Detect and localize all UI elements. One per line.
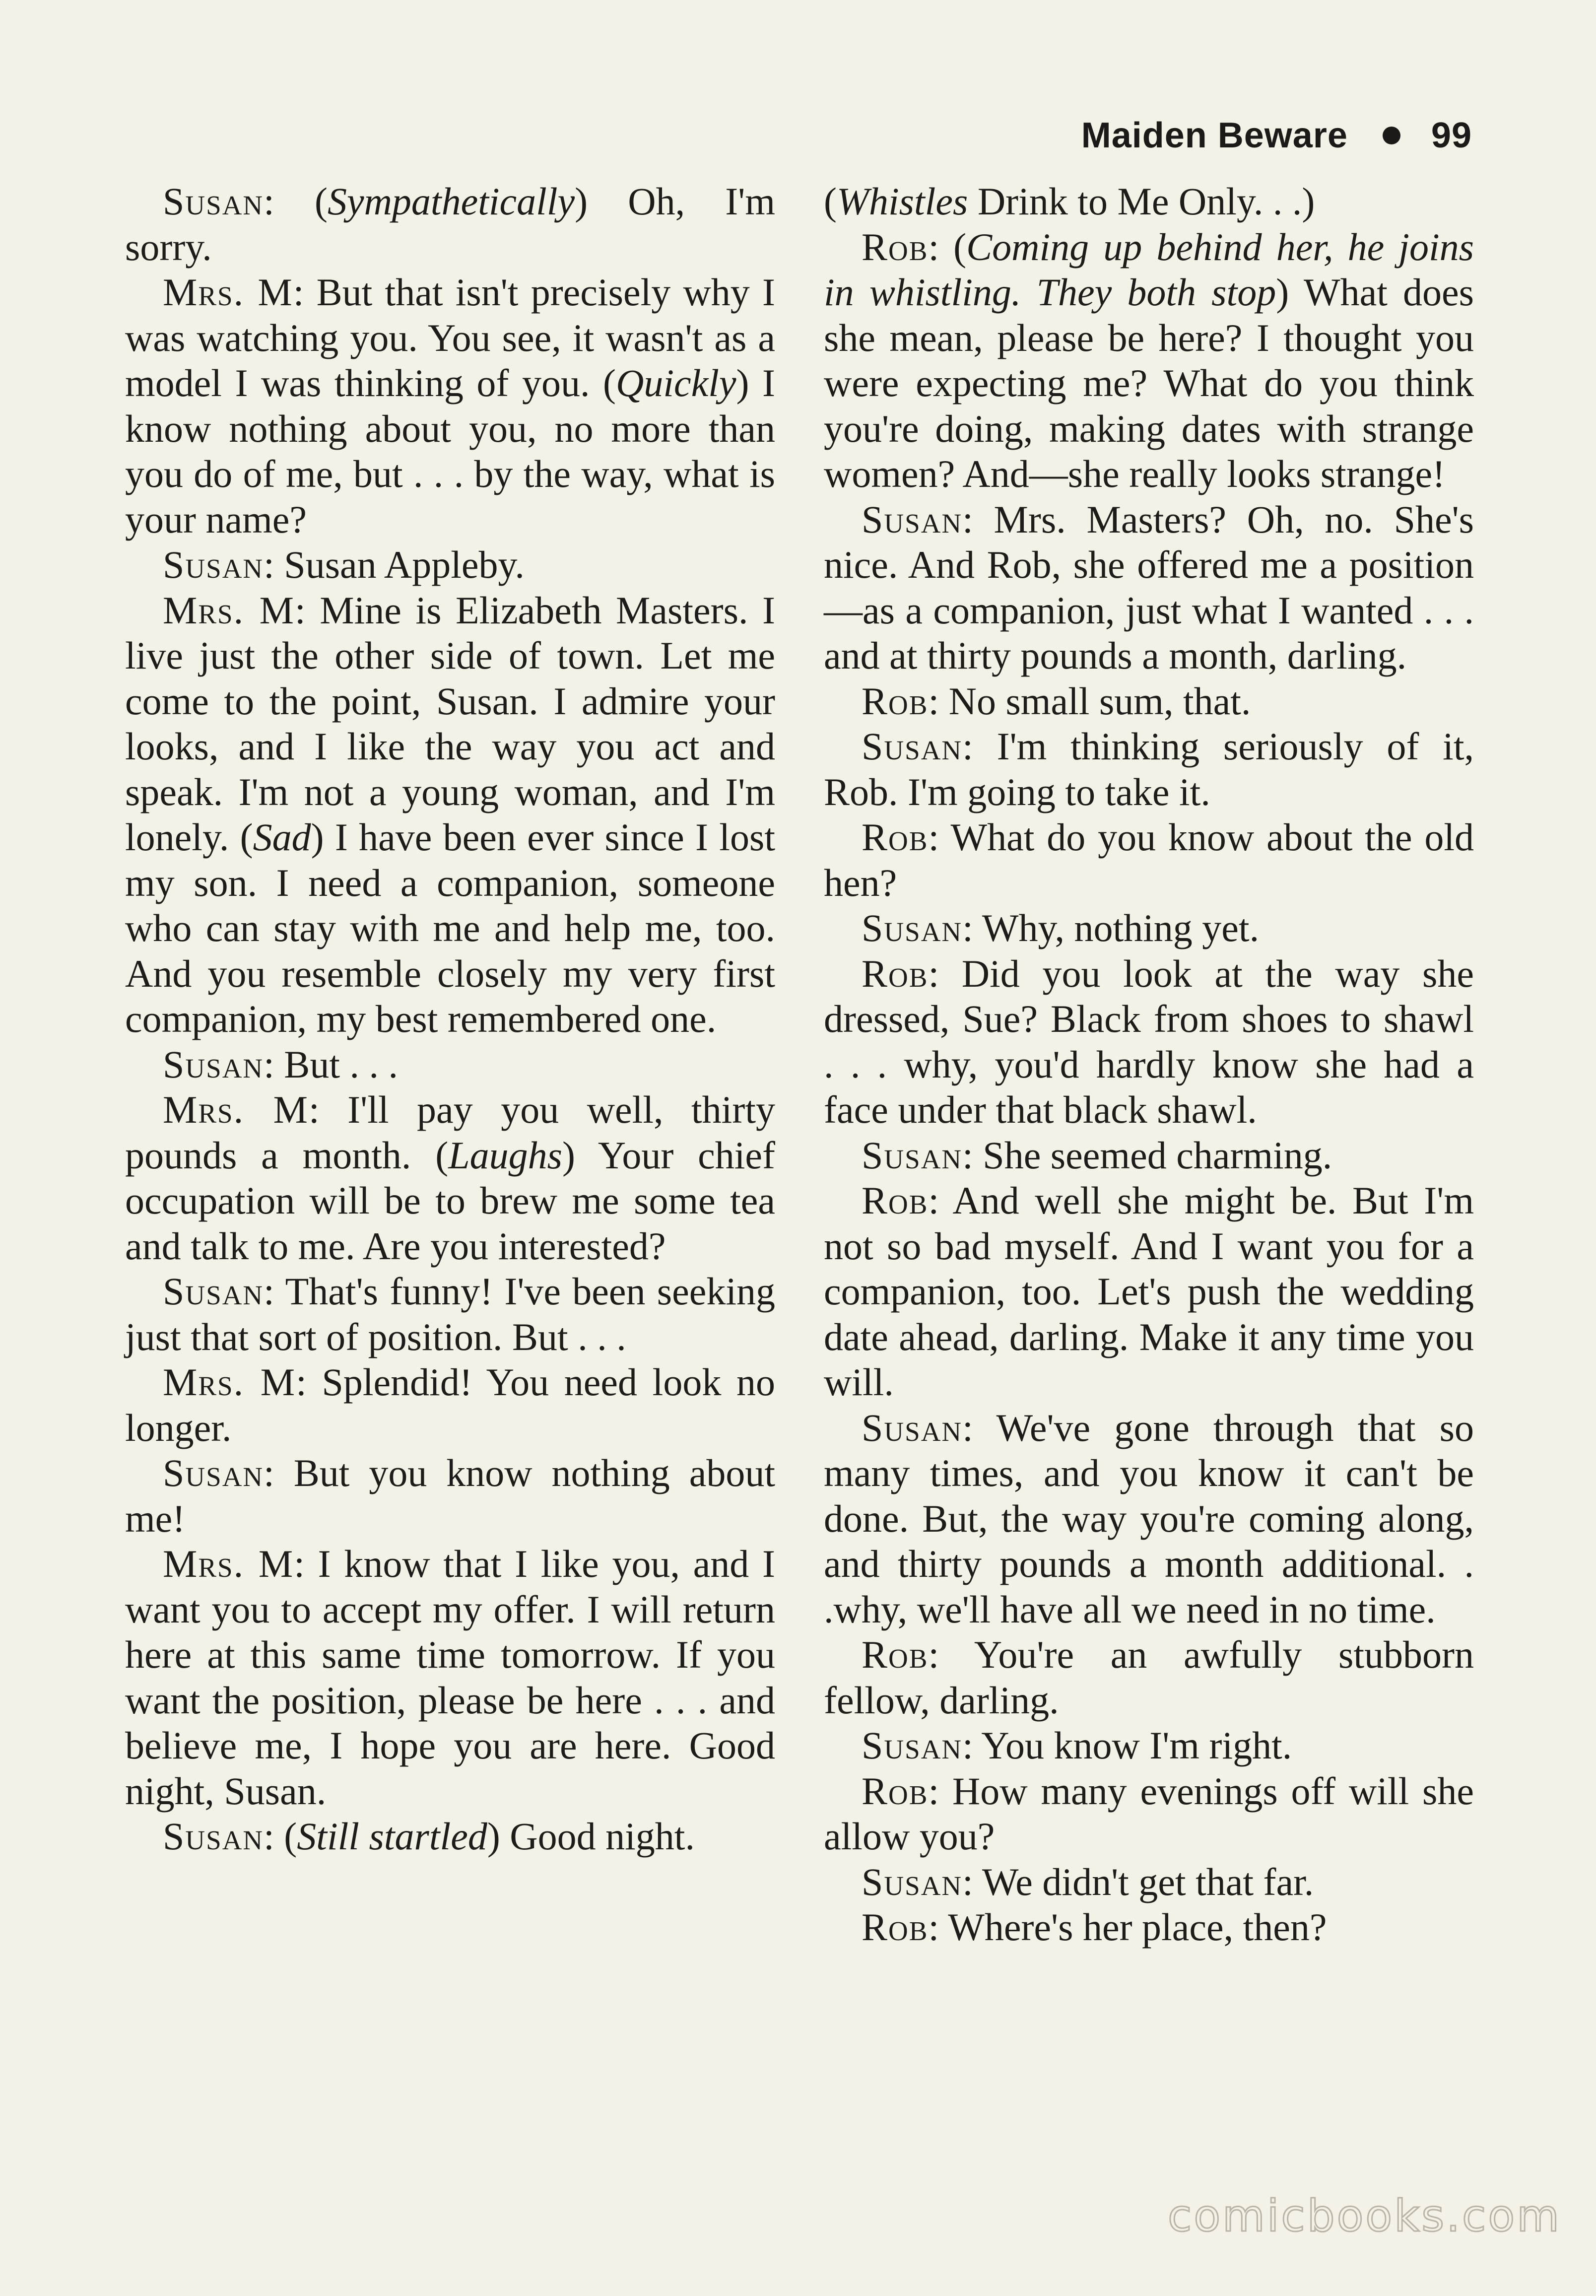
dialogue-paragraph (125, 588, 775, 1042)
dialogue-paragraph (824, 1768, 1474, 1859)
dialogue-text: : I know that I like you, and I want you to accept my offer. I will return here at this same time tomorrow. If you want the position, please be here . . . and believe me, I hope you are here. Good night, Susan. (125, 1542, 776, 1813)
dialogue-text: : Susan Appleby. (264, 543, 525, 586)
speaker-name: Rob (862, 951, 929, 995)
speaker-name: Mrs. M (163, 1542, 294, 1585)
dialogue-text: : But . . . (264, 1042, 399, 1086)
speaker-name: Susan (862, 1724, 963, 1767)
speaker-name: Susan (163, 180, 264, 223)
speaker-name: Mrs. M (163, 1088, 309, 1131)
dialogue-text: ) Oh, I'm sorry. (125, 180, 775, 269)
dialogue-text: ) What does she mean, please be here? I thought you were expecting me? What do you think you're doing, making dates with strange women? And—she really looks strange! (824, 270, 1474, 495)
dialogue-paragraph (824, 1859, 1474, 1905)
dialogue-text: : What do you know about the old hen? (824, 815, 1474, 904)
dialogue-text: : And well she might be. But I'm not so bad myself. And I want you for a companion, too. Let's push the wedding date ahead, darling. Make it any time you will. (824, 1179, 1474, 1404)
dialogue-text: : How many evenings off will she allow you? (824, 1769, 1474, 1858)
dialogue-text: ( (824, 180, 837, 223)
speaker-name: Susan (862, 725, 963, 768)
dialogue-paragraph (824, 1133, 1474, 1178)
speaker-name: Susan (163, 1815, 264, 1858)
dialogue-text: : ( (264, 1815, 297, 1858)
dialogue-paragraph (125, 1814, 775, 1859)
dialogue-paragraph (824, 1632, 1474, 1723)
speaker-name: Rob (862, 1633, 929, 1676)
speaker-name: Rob (862, 1905, 929, 1949)
dialogue-text: : She seemed charming. (962, 1133, 1332, 1177)
dialogue-text: : Splendid! You need look no longer. (125, 1360, 776, 1449)
right-text-column (824, 179, 1474, 1950)
dialogue-paragraph (824, 1178, 1474, 1405)
running-header (1081, 115, 1472, 156)
speaker-name: Rob (862, 679, 929, 723)
dialogue-paragraph (125, 1087, 775, 1269)
dialogue-text: : I'm thinking seriously of it, Rob. I'm going to take it. (824, 725, 1474, 813)
dialogue-text: ) I know nothing about you, no more than you do of me, but . . . by the way, what is your name? (125, 361, 776, 541)
dialogue-text: : Mine is Elizabeth Masters. I live just the other side of town. Let me come to the point, Susan. I admire your looks, and I like the way you act and speak. I'm not a young woman, and I'm lonely. ( (125, 588, 775, 859)
dialogue-text: ) Your chief occupation will be to brew me some tea and talk to me. Are you interested? (125, 1133, 775, 1268)
dialogue-paragraph (824, 951, 1474, 1133)
dialogue-paragraph (824, 179, 1474, 224)
dialogue-text: : Where's her place, then? (928, 1905, 1327, 1949)
stage-direction: Still startled (297, 1815, 487, 1858)
stage-direction: Coming up behind her, he joins in whistling. They both stop (824, 225, 1474, 314)
dialogue-text: : We've gone through that so many times, and you know it can't be done. But, the way you're coming along, and thirty pounds a month additional. . .why, we'll have all we need in no time. (824, 1406, 1474, 1631)
speaker-name: Susan (862, 1860, 963, 1903)
dialogue-text: : We didn't get that far. (962, 1860, 1314, 1903)
dialogue-text: Drink to Me Only. . .) (968, 180, 1315, 223)
dialogue-text: : ( (928, 225, 967, 269)
stage-direction: Laughs (448, 1133, 562, 1177)
dialogue-paragraph (824, 905, 1474, 951)
dialogue-text: : You know I'm right. (962, 1724, 1292, 1767)
page-number: 99 (1431, 116, 1472, 155)
dialogue-text: : That's funny! I've been seeking just that sort of position. But . . . (125, 1270, 775, 1358)
dialogue-paragraph (824, 1405, 1474, 1632)
dialogue-paragraph (125, 1042, 775, 1087)
speaker-name: Rob (862, 815, 929, 859)
dialogue-text: : I'll pay you well, thirty pounds a month. ( (125, 1088, 775, 1177)
dialogue-paragraph (125, 1269, 775, 1359)
bullet-separator (1383, 127, 1400, 144)
dialogue-paragraph (125, 179, 775, 270)
speaker-name: Rob (862, 1769, 929, 1813)
stage-direction: Quickly (615, 361, 736, 405)
speaker-name: Susan (163, 1451, 264, 1494)
dialogue-paragraph (824, 724, 1474, 814)
speaker-name: Susan (862, 906, 963, 949)
dialogue-paragraph (125, 270, 775, 542)
dialogue-text: : Did you look at the way she dressed, Sue? Black from shoes to shawl . . . why, you'd hardly know she had a face under that black shawl. (824, 951, 1474, 1131)
speaker-name: Rob (862, 1179, 929, 1222)
running-title: Maiden Beware (1081, 116, 1348, 155)
dialogue-paragraph (824, 1723, 1474, 1768)
dialogue-text: ) Good night. (487, 1815, 695, 1858)
dialogue-text: : Why, nothing yet. (962, 906, 1260, 949)
stage-direction: Sad (253, 815, 311, 859)
speaker-name: Susan (862, 497, 963, 541)
dialogue-text: : No small sum, that. (928, 679, 1251, 723)
speaker-name: Susan (163, 1270, 264, 1313)
dialogue-paragraph (824, 224, 1474, 497)
dialogue-paragraph (824, 497, 1474, 678)
dialogue-text: : ( (264, 180, 328, 223)
speaker-name: Mrs. M (163, 588, 295, 632)
speaker-name: Susan (862, 1133, 963, 1177)
speaker-name: Rob (862, 225, 929, 269)
dialogue-paragraph (824, 814, 1474, 905)
site-watermark: comicbooks.com (1167, 2190, 1561, 2241)
speaker-name: Susan (163, 543, 264, 586)
dialogue-paragraph (824, 1904, 1474, 1950)
stage-direction: Whistles (836, 180, 968, 223)
dialogue-paragraph (125, 1359, 775, 1450)
dialogue-paragraph (125, 542, 775, 588)
dialogue-text: : Mrs. Masters? Oh, no. She's nice. And Rob, she offered me a position—as a companion, just what I wanted . . . and at thirty pounds a month, darling. (824, 497, 1474, 677)
dialogue-text: : But you know nothing about me! (125, 1451, 775, 1540)
stage-direction: Sympathetically (327, 180, 575, 223)
dialogue-paragraph (824, 678, 1474, 724)
dialogue-paragraph (125, 1450, 775, 1541)
speaker-name: Susan (163, 1042, 264, 1086)
dialogue-paragraph (125, 1541, 775, 1814)
speaker-name: Mrs. M (163, 270, 293, 314)
dialogue-text: : But that isn't precisely why I was watching you. You see, it wasn't as a model I was thinking of you. ( (125, 270, 775, 405)
dialogue-text: : You're an awfully stubborn fellow, darling. (824, 1633, 1474, 1722)
speaker-name: Susan (862, 1406, 963, 1449)
dialogue-text: ) I have been ever since I lost my son. I need a companion, someone who can stay with me and help me, too. And you resemble closely my very first companion, my best remembered one. (125, 815, 775, 1040)
left-text-column (125, 179, 775, 1859)
speaker-name: Mrs. M (163, 1360, 296, 1404)
